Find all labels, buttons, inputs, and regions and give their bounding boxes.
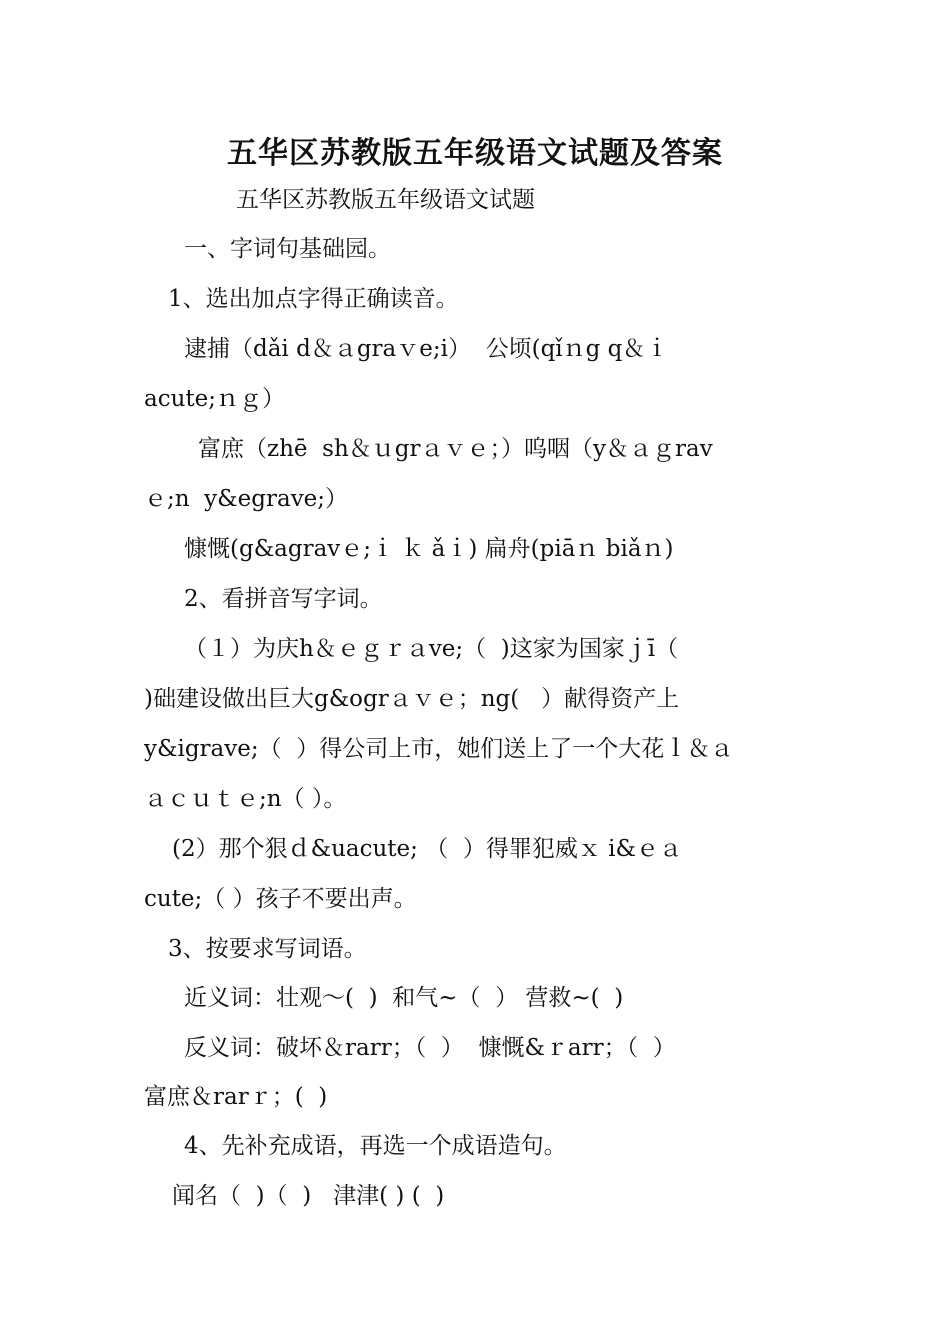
question-2-line: (2）那个狠ｄ&uacute; （ ）得罪犯威ｘ i&ｅａ bbox=[172, 836, 682, 862]
question-4-line: 闻名（ )（ ) 津津( ) ( ) bbox=[172, 1183, 445, 1209]
question-4-heading: 4、先补充成语，再选一个成语造句。 bbox=[184, 1133, 567, 1159]
question-2-line: y&igrave;（ ）得公司上市，她们送上了一个大花ｌ＆ａ bbox=[144, 736, 734, 762]
question-1-line: 富庶（zhē sh＆ｕgrａｖｅ；）呜咽（y＆ａｇrav bbox=[198, 436, 713, 462]
question-3-line: 近义词：壮观～( ) 和气~（ ） 营救~( ) bbox=[184, 985, 624, 1011]
question-2-line: （１）为庆h＆ｅｇｒａve;（ )这家为国家ｊī（ bbox=[184, 636, 679, 662]
page-title: 五华区苏教版五年级语文试题及答案 bbox=[227, 136, 723, 171]
section-heading: 一、字词句基础园。 bbox=[184, 236, 391, 262]
question-2-line: )础建设做出巨大g&ogrａｖｅ；ng( ）献得资产上 bbox=[144, 686, 680, 712]
question-2-heading: 2、看拼音写字词。 bbox=[184, 586, 383, 612]
question-3-line: 反义词：破坏＆rarr；（ ） 慷慨&ｒarr；（ ） bbox=[184, 1035, 676, 1061]
question-2-line: ａｃｕｔｅ;n（ ）。 bbox=[144, 786, 347, 812]
question-1-line: 逮捕（dǎi d＆ａgraｖe;i） 公顷(qǐｎg q＆ｉ bbox=[184, 336, 669, 362]
question-1-heading: 1、选出加点字得正确读音。 bbox=[168, 286, 459, 312]
question-3-line: 富庶＆rarｒ；( ) bbox=[144, 1084, 328, 1110]
question-1-line: 慷慨(g&agravｅ;ｉ ｋ ǎｉ) 扁舟(piāｎ biǎｎ) bbox=[184, 536, 674, 562]
subtitle: 五华区苏教版五年级语文试题 bbox=[236, 187, 535, 213]
question-1-line: ｅ;n y&egrave;） bbox=[144, 486, 349, 512]
question-3-heading: 3、按要求写词语。 bbox=[168, 936, 367, 962]
question-1-line: acute;ｎｇ） bbox=[144, 386, 286, 412]
question-2-line: cute;（ ）孩子不要出声。 bbox=[144, 886, 417, 912]
